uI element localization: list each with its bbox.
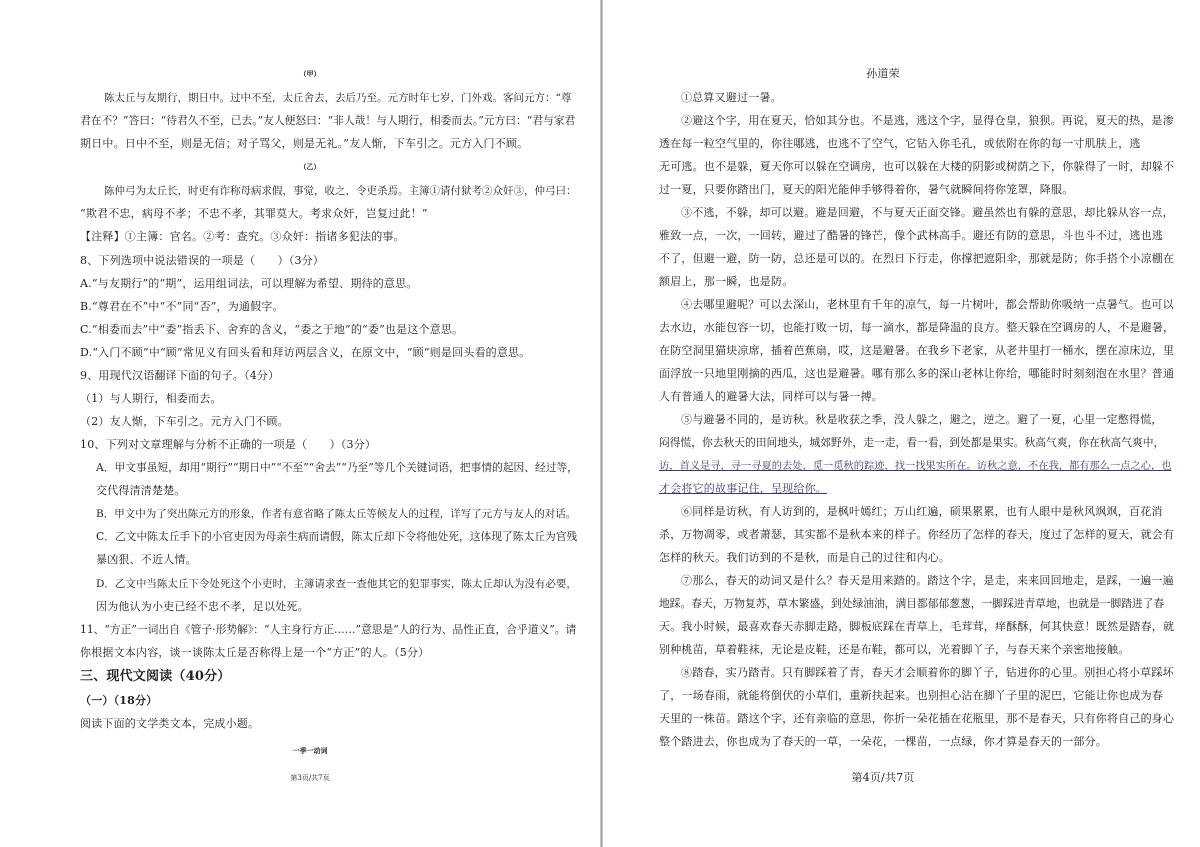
essay-line: ⑤与避暑不同的，是访秋。秋是收获之季，没人躲之，避之，逆之。避了一夏，心里一定憋得慌， <box>681 413 1163 426</box>
essay-line: ④去哪里避呢？可以去深山，老林里有千年的凉气，每一片树叶，都会帮助你吸纳一点暑气。也可以 <box>681 298 1174 311</box>
question-11-cont: 你根据文本内容，谈一谈陈太丘是否称得上是一个“方正”的人。（5分） <box>80 646 430 659</box>
question-8: 8、下列选项中说法错误的一项是（ ）（3分） <box>80 254 325 267</box>
essay-line: 无可逃。也不是躲，夏天你可以躲在空调房，也可以躲在大楼的阴影或树荫之下，你躲得了一时，却躲不 <box>659 160 1175 173</box>
question-9: 9、用现代汉语翻译下面的句子。（4分） <box>80 369 280 382</box>
text-a-title: （甲） <box>299 69 321 78</box>
q10-option-b: B．甲文中为了突出陈元方的形象，作者有意省略了陈太丘等候友人的过程，详写了元方与友人的对话。 <box>96 508 577 520</box>
subsection-1-heading: （一）（18分） <box>80 694 158 707</box>
question-11: 11、“方正”一词出自《管子·形势解》：“人主身行方正……”意思是“人的行为、品性正直，合乎道义”。请 <box>80 623 577 636</box>
essay-line: 额眉上，那一瞬，也是防。 <box>659 275 794 288</box>
page-number: 第3页/共7页 <box>290 774 330 782</box>
essay-title: 一季一动词 <box>292 746 328 755</box>
q10-option-d-cont: 因为他认为小吏已经不忠不孝，足以处死。 <box>96 600 309 613</box>
essay-line: 雅致一点，一次，一回转，避过了酷暑的锋芒，像个武林高手。避还有防的意思，斗也斗不过，逃也逃 <box>659 229 1163 242</box>
essay-line: 不了，但避一避，防一防，总还是可以的。在烈日下行走，你撑把遮阳伞，那就是防；你手搭个小凉棚在 <box>659 252 1175 265</box>
essay-line: ⑦那么，春天的动词又是什么？春天是用来踏的。踏这个字，是走，来来回回地走，是踩，一遍一遍 <box>681 574 1174 587</box>
q8-option-d: D.“入门不顾”中“顾”常见义有回头看和拜访两层含义，在原文中，“顾”则是回头看的意思。 <box>80 346 531 359</box>
essay-line: 地踩。春天，万物复苏，草木繁盛，到处绿油油，满目都郁郁葱葱，一脚踩进青草地，也就是一脚踏进了春 <box>659 597 1165 610</box>
annotation-note: 【注释】①主簿：官名。②考：查究。③众奸：指诸多犯法的事。 <box>80 230 405 243</box>
essay-line: 面浮放一只地里刚摘的西瓜，这也是避暑。哪有那么多的深山老林让你给，哪能时时刻刻泡在水里？普通 <box>659 367 1175 380</box>
text-b-line: “欺君不忠，病母不孝；不忠不孝，其罪莫大。考求众奸，岂复过此！” <box>80 207 428 220</box>
q8-option-b: B.“尊君在不”中“不”同“否”，为通假字。 <box>80 300 284 313</box>
essay-line: 闷得慌，你去秋天的田间地头，城郊野外，走一走，看一看，到处都是果实。秋高气爽，你在秋高气爽中， <box>659 436 1165 449</box>
essay-line: ③不逃，不躲，却可以避。避是回避，不与夏天正面交锋。避虽然也有躲的意思，却比躲从容一点， <box>681 206 1174 219</box>
essay-line-underlined: 才会将它的故事记住，呈现给你。 <box>659 482 827 495</box>
essay-line: 天里的一株苗。踏这个字，还有亲临的意思，你折一朵花插在花瓶里，那不是春天，只有你将自己的身心 <box>659 712 1175 725</box>
q10-option-a: A．甲文事虽短，却用“期行”“期日中”“不至”“舍去”“乃至”等几个关键词语，把事情的起因、经过等， <box>96 461 578 474</box>
essay-line: 怎样的秋天。我们访到的不是秋，而是自己的过往和内心。 <box>659 551 951 564</box>
question-10: 10、下列对文章理解与分析不正确的一项是（ ）（3分） <box>80 438 377 451</box>
essay-line: ①总算又避过一暑。 <box>681 91 782 104</box>
essay-line: ⑥同样是访秋，有人访到的，是枫叶嫣红；万山红遍，硕果累累，也有人眼中是秋风飒飒，百花消 <box>681 505 1163 518</box>
q10-option-d: D．乙文中当陈太丘下令处死这个小吏时，主簿请求查一查他其它的犯罪事实，陈太丘却认为没有必要， <box>96 578 577 590</box>
essay-line: ⑧踏春，实乃踏青。只有脚踩着了青，春天才会顺着你的脚丫子，钻进你的心里。别担心将小草踩坏 <box>681 666 1174 679</box>
text-a-line: 陈太丘与友期行，期日中。过中不至，太丘舍去，去后乃至。元方时年七岁，门外戏。客问元方：“尊 <box>104 92 572 104</box>
exam-page-4 <box>603 0 1200 847</box>
text-b-line: 陈仲弓为太丘长，时吏有诈称母病求假，事觉，收之，令吏杀焉。主簿①请付狱考②众奸③，仲弓曰： <box>104 185 577 197</box>
essay-line: 整个踏进去，你也成为了春天的一草，一朵花，一棵苗，一点绿，你才算是春天的一部分。 <box>659 735 1107 748</box>
essay-line: 在防空洞里猫块凉席，插着芭蕉扇，哎，这是避暑。在我乡下老家，从老井里打一桶水，摆在凉床边，里 <box>659 344 1175 357</box>
text-a-line: 期日中。日中不至，则是无信；对子骂父，则是无礼。”友人惭，下车引之。元方入门不顾。 <box>80 137 529 150</box>
essay-line: 透在每一粒空气里的，你往哪逃，也逃不了空气，它钻入你毛孔，或依附在你的每一寸肌肤上，逃 <box>659 137 1141 150</box>
essay-line: 去水边，水能包容一切，也能打败一切，每一滴水，都是降温的良方。整天躲在空调房的人，不是避暑， <box>659 321 1175 334</box>
essay-line-underlined: 访，首义是寻，寻一寻夏的去处，觅一觅秋的踪迹，找一找果实所在。访秋之意，不在我，都有那么一点之心，也 <box>659 460 1172 472</box>
q9-item-2: （2）友人惭，下车引之。元方入门不顾。 <box>80 415 289 428</box>
essay-line: ②避这个字，用在夏天，恰如其分也。不是逃，逃这个字，显得仓皇，狼狈。再说，夏天的热，是渗 <box>681 114 1174 127</box>
essay-author: 孙道荣 <box>866 67 900 80</box>
q9-item-1: （1）与人期行，相委而去。 <box>80 392 222 405</box>
essay-line: 别种桃苗，草着鞋袜，无论是皮鞋，还是布鞋，都可以，光着脚丫子，与春天来个亲密地接触。 <box>659 643 1130 656</box>
q10-option-c: C．乙文中陈太丘手下的小官吏因为母亲生病而请假，陈太丘却下令将他处死，这体现了陈太丘为官残 <box>96 530 578 543</box>
essay-line: 了，一场春雨，就能将倒伏的小草们，重新扶起来。也别担心沾在脚丫子里的泥巴，它能让你也成为春 <box>659 689 1163 702</box>
reading-instruction: 阅读下面的文学类文本，完成小题。 <box>80 717 260 730</box>
q8-option-c: C.“相委而去”中“委”指丢下、舍弃的含义，“委之于地”的“委”也是这个意思。 <box>80 323 464 336</box>
essay-line: 杀，万物凋零，或者萧瑟，其实都不是秋本来的样子。你经历了怎样的春天，度过了怎样的夏天，就会有 <box>659 528 1175 541</box>
text-a-line: 君在不？”答曰：“待君久不至，已去。”友人便怒曰：“非人哉！与人期行，相委而去。”元方曰：“君与家君 <box>80 114 576 127</box>
essay-line: 人有普通人的避暑大法，同样可以与暑一搏。 <box>659 390 883 403</box>
q10-option-c-cont: 暴凶狠、不近人情。 <box>96 553 197 566</box>
q8-option-a: A.“与友期行”的“期”，运用组词法，可以理解为希望、期待的意思。 <box>80 277 418 290</box>
text-b-title: （乙） <box>299 162 321 171</box>
essay-line: 天。我小时候，最喜欢春天赤脚走路，脚板底踩在青草上，毛茸茸，痒酥酥，何其快意！既然是踏春，就 <box>659 620 1175 633</box>
essay-line: 过一夏，只要你踏出门，夏天的阳光能伸手够得着你，暑气就瞬间将你笼罩，降服。 <box>659 183 1074 196</box>
q10-option-a-cont: 交代得清清楚楚。 <box>96 484 186 497</box>
section-3-heading: 三、现代文阅读（40分） <box>80 669 231 684</box>
page-number: 第4页/共7页 <box>851 771 915 784</box>
